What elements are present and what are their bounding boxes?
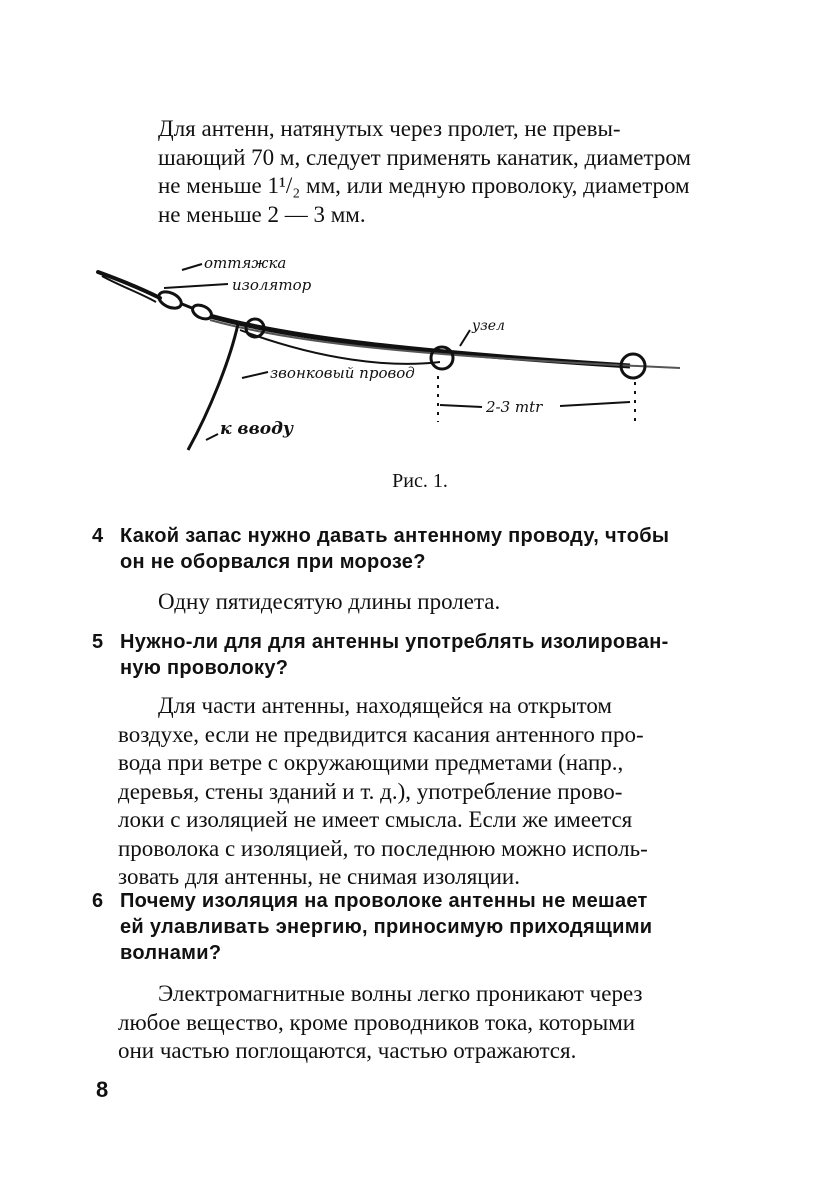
answer-line: Для части антенны, находящейся на открытом (158, 693, 612, 718)
antenna-figure (90, 250, 690, 460)
intro-line: не меньше 2 — 3 мм. (158, 201, 366, 227)
label-guy: оттяжка (204, 254, 287, 272)
answer-line: проволока с изоляцией, то последнюю можно исполь- (118, 835, 648, 861)
label-knot: узел (472, 318, 505, 334)
guy-rope (98, 272, 160, 298)
question-number: 4 (92, 525, 104, 547)
question-line: Нужно-ли для для антенны употреблять изолирован- (120, 631, 669, 653)
question-line: он не оборвался при морозе? (120, 551, 426, 573)
question-line: Какой запас нужно давать антенному проводу, чтобы (120, 525, 670, 547)
answer-6 (118, 980, 700, 1066)
insulator-shape (156, 289, 184, 312)
dimension-line-right (560, 402, 630, 406)
label-spacing: 2-3 mtr (486, 398, 543, 416)
dimension-line-left (440, 405, 482, 407)
question-line: волнами? (120, 942, 222, 964)
question-text (120, 523, 704, 575)
figure-caption: Рис. 1. (392, 470, 448, 492)
answer-line: любое вещество, кроме проводников тока, которыми (118, 1009, 636, 1035)
question-number: 5 (92, 631, 104, 653)
intro-line: Для антенн, натянутых через пролет, не превы- (158, 116, 621, 141)
insulator-link (182, 304, 192, 308)
label-lead-in: к вводу (220, 419, 294, 439)
answer-line: они частью поглощаются, частью отражаются. (118, 1038, 577, 1063)
lead-in-pointer (206, 434, 218, 440)
intro-line: шающий 70 м, следует применять канатик, диаметром (158, 144, 691, 170)
answer-line: вода при ветре с окружающими предметами (напр., (118, 750, 624, 775)
intro-paragraph (118, 115, 700, 229)
bell-wire-pointer (242, 372, 268, 378)
intro-line: не меньше 1¹/₂ мм, или медную проволоку, диаметром (158, 173, 690, 198)
insulator-pointer (164, 284, 228, 288)
answer-4 (118, 588, 700, 617)
question-text (120, 888, 704, 966)
answer-line: воздухе, если не предвидится касания антенного про- (118, 721, 644, 747)
question-line: Почему изоляция на проволоке антенны не мешает (120, 890, 648, 912)
guy-pointer (182, 264, 202, 270)
question-5 (92, 629, 704, 681)
question-line: ей улавливать энергию, приносимую приходящими (120, 916, 653, 938)
answer-line: локи с изоляцией не имеет смысла. Если же имеется (118, 807, 633, 832)
question-4 (92, 523, 704, 575)
page-number: 8 (96, 1077, 109, 1102)
answer-line: деревья, стены зданий и т. д.), употребление прово- (118, 778, 623, 804)
insulator-ring (190, 302, 213, 321)
answer-line: Одну пятидесятую длины пролета. (158, 589, 501, 614)
answer-line: Электромагнитные волны легко проникают через (158, 981, 643, 1006)
question-6 (92, 888, 704, 966)
question-number: 6 (92, 890, 104, 912)
knot-pointer (460, 330, 470, 346)
antenna-sketch (90, 250, 690, 460)
answer-line: зовать для антенны, не снимая изоляции. (118, 864, 520, 889)
answer-5 (118, 692, 700, 892)
label-bell-wire: звонковый провод (270, 364, 415, 382)
question-line: ную проволоку? (120, 657, 289, 679)
question-text (120, 629, 704, 681)
label-insulator: изолятор (232, 276, 312, 294)
guy-rope-strand (102, 276, 156, 302)
